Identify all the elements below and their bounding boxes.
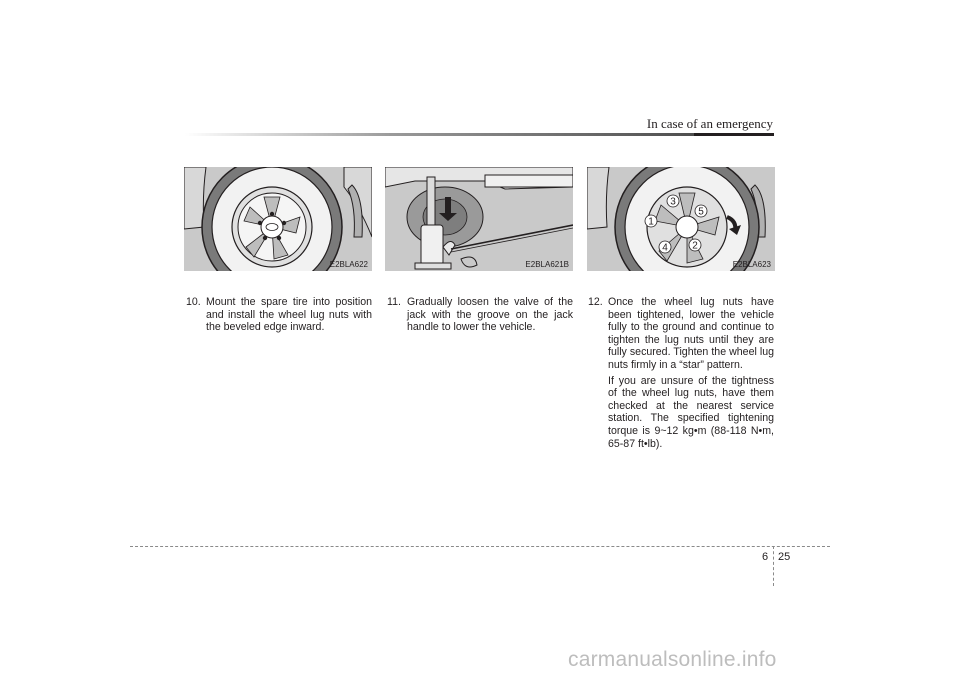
figure-code: E2BLA622 [329, 260, 368, 269]
footer-rule [130, 546, 830, 547]
chapter-number: 6 [762, 551, 769, 563]
step-10 [186, 296, 372, 334]
step-number: 12. [588, 296, 603, 308]
watermark: carmanualsonline.info [568, 648, 777, 671]
figure-code: E2BLA621B [525, 260, 569, 269]
section-title: In case of an emergency [646, 116, 773, 131]
lug-label-5: 5 [698, 206, 704, 218]
figure-lower-vehicle [385, 167, 573, 271]
step-text: Gradually loosen the valve of the jack with the groove on the jack handle to lower the vehicle. [407, 296, 573, 334]
step-11 [387, 296, 573, 334]
step-12 [588, 296, 774, 450]
figure-mount-spare-tire [184, 167, 372, 271]
lug-label-1: 1 [648, 216, 654, 228]
step-number: 11. [387, 296, 401, 308]
step-text: Once the wheel lug nuts have been tightened, lower the vehicle fully to the ground and continue to tighten the lug nuts until they are fully secured. Tighten the wheel lug nuts firmly in a “star” pattern. [608, 296, 774, 371]
jack-illustration [385, 167, 573, 271]
step-note: If you are unsure of the tightness of the wheel lug nuts, have them checked at the nearest service station. The specified tightening torque is 9~12 kg•m (88-118 N•m, 65-87 ft•lb). [608, 374, 774, 450]
header-rule [185, 133, 774, 136]
page-number: 25 [778, 551, 791, 563]
figure-code: E2BLA623 [732, 260, 771, 269]
step-number: 10. [186, 296, 201, 308]
lug-label-4: 4 [662, 242, 668, 254]
star-pattern-illustration [587, 167, 775, 271]
step-text: Mount the spare tire into position and install the wheel lug nuts with the beveled edge inward. [206, 296, 372, 334]
page-number-divider [773, 546, 774, 586]
lug-label-3: 3 [670, 196, 676, 208]
figure-star-pattern [587, 167, 775, 271]
spare-tire-illustration [184, 167, 372, 271]
lug-label-2: 2 [692, 240, 698, 252]
